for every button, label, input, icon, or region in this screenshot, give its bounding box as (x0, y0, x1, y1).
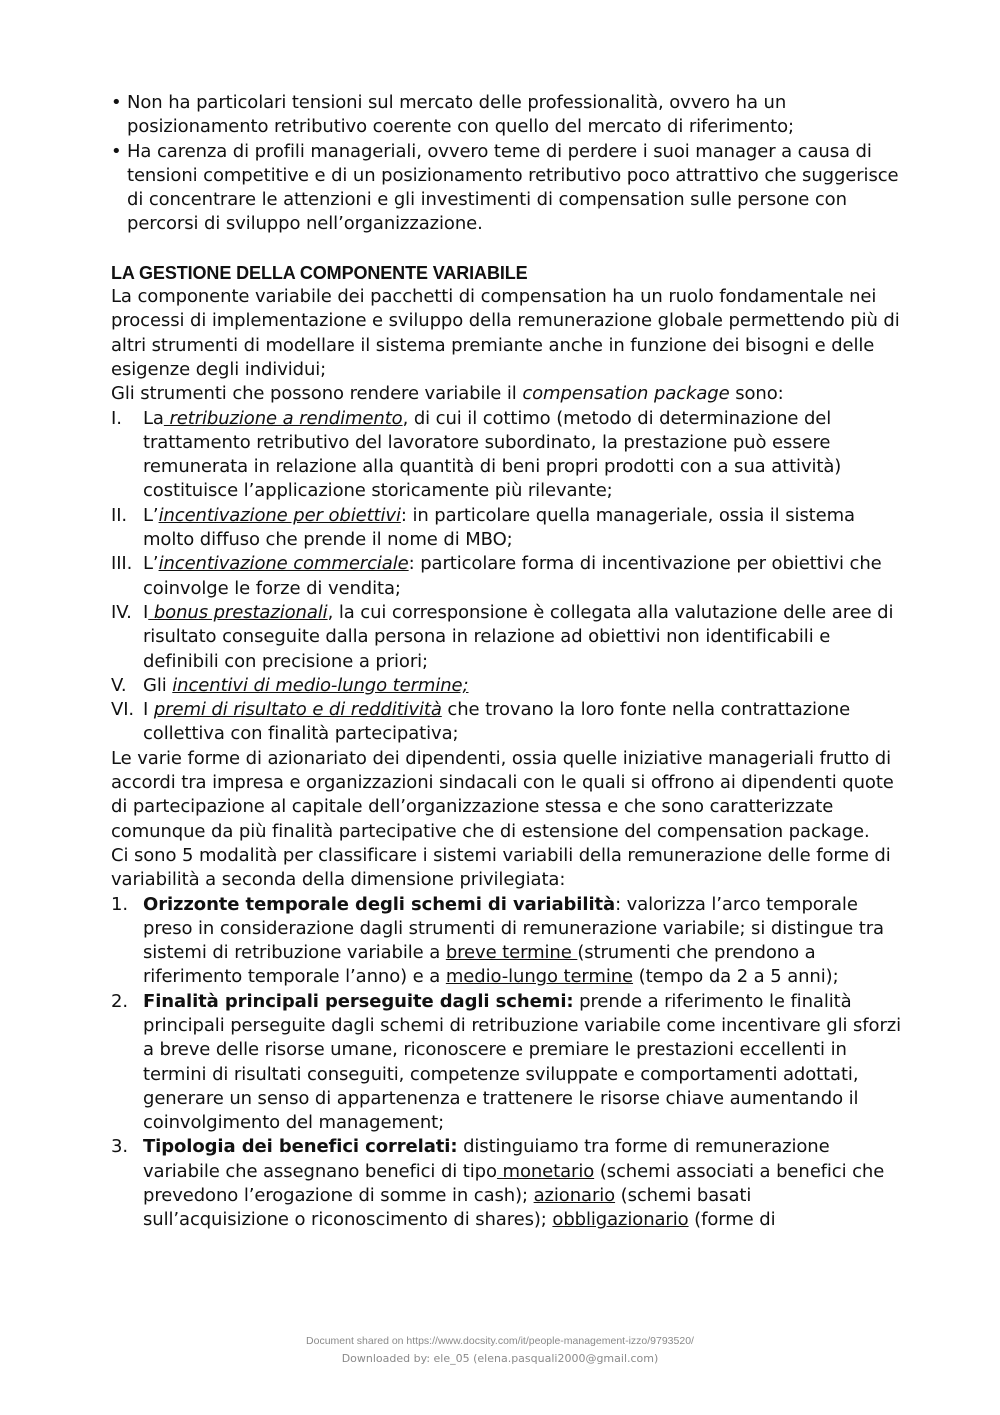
list-item (111, 893, 901, 990)
list-number: 1. (111, 893, 128, 915)
list-item (111, 552, 901, 601)
item-after: , di cui il cottimo (metodo di determinazione del trattamento retributivo del lavoratore subordinato, la prestazione può essere remunerata in relazione alla quantità di beni propri prodotti con a sua attività) costituisce l’applicazione storicamente più rilevante; (143, 407, 842, 502)
item-term: premi di risultato e di redditività (153, 699, 442, 721)
item-before: I (143, 601, 149, 623)
item-term: incentivazione per obiettivi (158, 504, 401, 526)
bullet-text: Non ha particolari tensioni sul mercato delle professionalità, ovvero ha un posizionamento retributivo coerente con quello del mercato di riferimento; (127, 92, 795, 138)
item-term: incentivazione commerciale (158, 553, 409, 575)
item-after: che trovano la loro fonte nella contrattazione collettiva con finalità partecipativa; (143, 699, 851, 745)
list-number: III. (111, 553, 133, 575)
item-text: prende a riferimento le finalità principali perseguite dagli schemi di retribuzione variabile come incentivare gli sforzi a breve delle risorse umane, riconoscere e premiare le prestazioni eccellenti in termini di risultati conseguiti, competenze sviluppate e comportamenti adottati, generare un senso di appartenenza e trattenere le risorse chiave aumentando il coinvolgimento del management; (143, 990, 901, 1134)
item-after: : particolare forma di incentivazione per obiettivi che coinvolge le forze di vendita; (143, 553, 882, 599)
item-bold-title: Orizzonte temporale degli schemi di variabilità (143, 893, 616, 915)
tools-intro-before: Gli strumenti che possono rendere variabile il (111, 383, 523, 405)
item-term: retribuzione a rendimento (163, 407, 403, 429)
section-heading: LA GESTIONE DELLA COMPONENTE VARIABILE (111, 262, 528, 283)
item-text: (tempo da 2 a 5 anni); (633, 966, 839, 988)
roman-list (111, 407, 901, 747)
item-underlined: medio-lungo termine (445, 966, 634, 988)
classification-intro: Ci sono 5 modalità per classificare i sistemi variabili della remunerazione delle forme di variabilità a seconda della dimensione privilegiata: (111, 844, 891, 891)
list-item (111, 601, 901, 674)
list-item (111, 674, 901, 698)
page-content (111, 91, 901, 1233)
list-number: V. (111, 674, 127, 696)
list-number: 2. (111, 990, 128, 1012)
tools-intro-italic: compensation package (522, 383, 730, 405)
bullet-item (111, 140, 901, 237)
item-before: L’ (143, 504, 159, 526)
item-text: (forme di (688, 1209, 776, 1231)
list-item (111, 990, 901, 1136)
item-text: (schemi associati a benefici che prevedono l’erogazione di somme in cash); (143, 1160, 885, 1207)
item-before: L’ (143, 553, 159, 575)
item-before: La (143, 407, 164, 429)
item-before: I (143, 699, 154, 721)
item-text: (strumenti che prendono a riferimento temporale l’anno) e a (143, 942, 816, 988)
item-term: incentivi di medio-lungo termine; (172, 674, 469, 696)
footer-downloaded-by: Downloaded by: ele_05 (elena.pasquali2000@gmail.com) (341, 1352, 659, 1365)
item-bold-title: Finalità principali perseguite dagli schemi: (143, 990, 574, 1012)
item-underlined: monetario (496, 1160, 595, 1182)
footer-shared-link[interactable]: Document shared on https://www.docsity.com/it/people-management-izzo/9793520/ (306, 1335, 694, 1347)
bullet-text: Ha carenza di profili manageriali, ovvero teme di perdere i suoi manager a causa di tensioni competitive e di un posizionamento retributivo poco attrattivo che suggerisce di concentrare le attenzioni e gli investimenti di compensation sulle persone con percorsi di sviluppo nell’organizzazione. (127, 140, 899, 235)
intro-paragraph: La componente variabile dei pacchetti di compensation ha un ruolo fondamentale nei processi di implementazione e sviluppo della remunerazione globale permettendo più di altri strumenti di modellare il sistema premiante anche in funzione dei bisogni e delle esigenze degli individui; (111, 286, 900, 380)
tools-intro-after: sono: (729, 383, 784, 405)
bullet-marker: • (111, 92, 122, 113)
list-item (111, 504, 901, 553)
item-text: (schemi basati sull’acquisizione o riconoscimento di shares); (143, 1185, 752, 1231)
item-underlined: azionario (533, 1185, 616, 1207)
item-text: : valorizza l’arco temporale preso in considerazione dagli strumenti di remunerazione variabile; si distingue tra sistemi di retribuzione variabile a (143, 893, 884, 964)
item-bold-title: Tipologia dei benefici correlati: (143, 1136, 458, 1158)
numbered-list (111, 893, 901, 1233)
list-number: IV. (111, 601, 132, 623)
item-underlined: breve termine (445, 942, 578, 964)
list-item (111, 698, 901, 747)
shareholding-paragraph: Le varie forme di azionariato dei dipendenti, ossia quelle iniziative manageriali frutto di accordi tra impresa e organizzazioni sindacali con le quali si offrono ai dipendenti quote di partecipazione al capitale dell’organizzazione stessa e che sono caratterizzate comunque da più finalità partecipative che di estensione del compensation package. (111, 747, 894, 842)
item-term: bonus prestazionali (148, 601, 328, 623)
list-number: I. (111, 407, 122, 429)
tools-intro (111, 382, 901, 406)
list-item (111, 1135, 901, 1232)
list-number: II. (111, 504, 128, 526)
item-after: : in particolare quella manageriale, ossia il sistema molto diffuso che prende il nome di MBO; (143, 504, 855, 551)
item-text: distinguiamo tra forme di remunerazione variabile che assegnano benefici di tipo (143, 1136, 830, 1182)
list-number: 3. (111, 1136, 128, 1158)
list-item (111, 407, 901, 504)
item-after: , la cui corresponsione è collegata alla valutazione delle aree di risultato conseguite dalla persona in relazione ad obiettivi non identificabili e definibili con precisione a priori; (143, 601, 894, 672)
bullet-marker: • (111, 140, 122, 162)
item-before: Gli (143, 674, 173, 696)
item-underlined: obbligazionario (552, 1209, 689, 1231)
bullet-item (111, 91, 901, 140)
list-number: VI. (111, 699, 135, 721)
bullet-list (111, 91, 901, 237)
